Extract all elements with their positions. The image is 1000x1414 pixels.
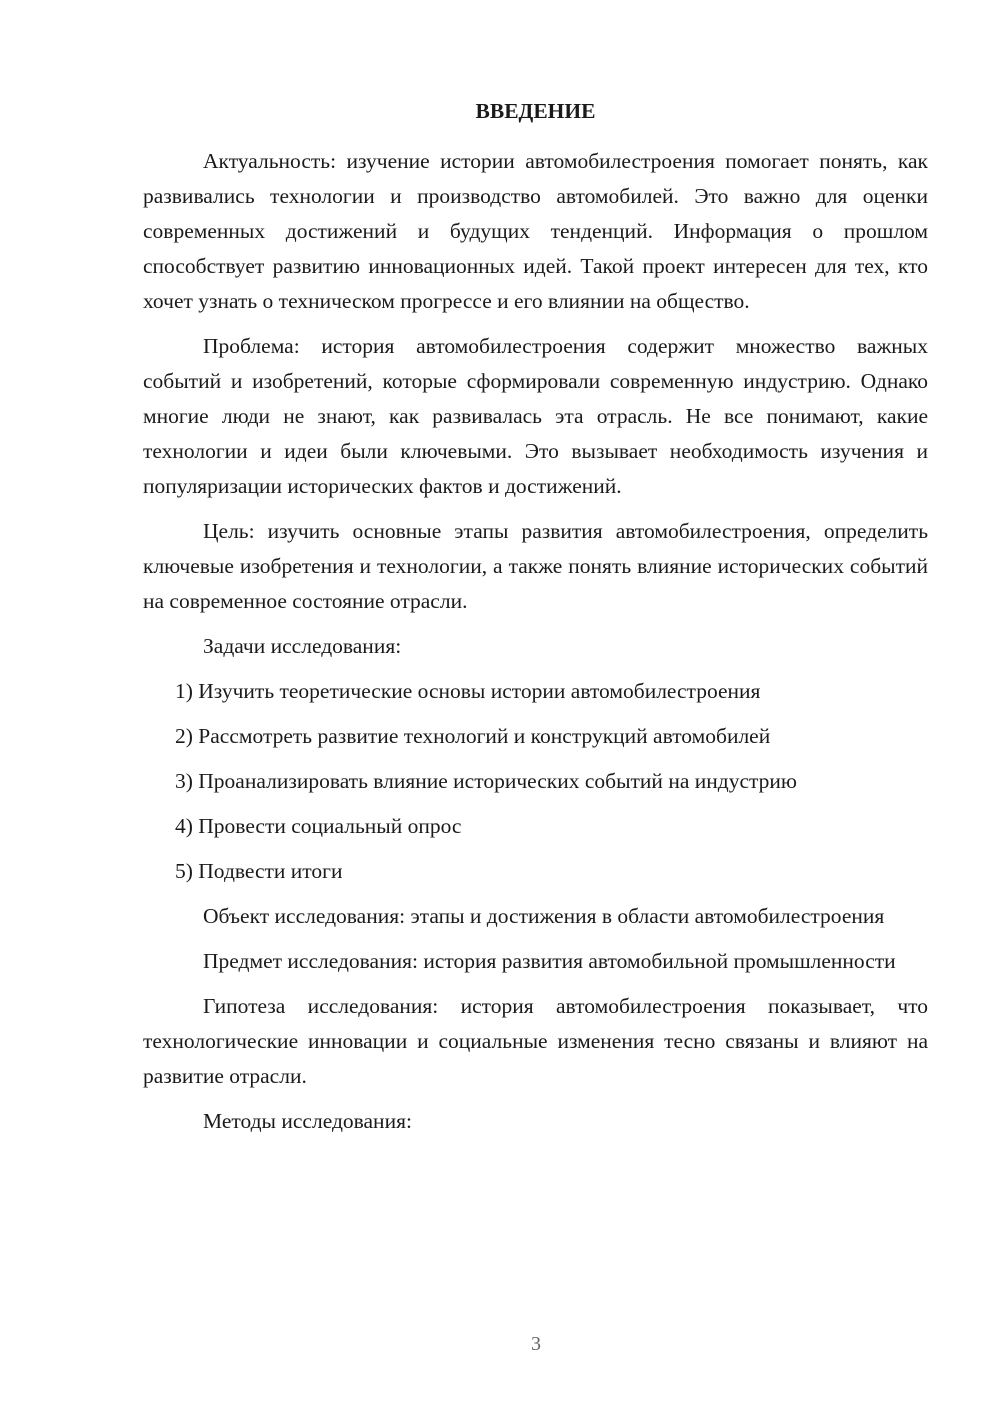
subject-paragraph: Предмет исследования: история развития автомобильной промышленности [203,949,896,973]
task-item-4: 4) Провести социальный опрос [175,814,462,838]
task-item-5: 5) Подвести итоги [175,859,343,883]
task-item-3: 3) Проанализировать влияние исторических событий на индустрию [175,769,797,793]
tasks-list [143,674,928,889]
document-page [143,96,928,1149]
hypothesis-paragraph: Гипотеза исследования: история автомобилестроения показывает, что технологические инновации и социальные изменения тесно связаны и влияют на развитие отрасли. [143,994,928,1088]
goal-paragraph: Цель: изучить основные этапы развития автомобилестроения, определить ключевые изобретения и технологии, а также понять влияние исторических событий на современное состояние отрасли. [143,519,928,613]
section-title: ВВЕДЕНИЕ [475,99,596,123]
problem-paragraph: Проблема: история автомобилестроения содержит множество важных событий и изобретений, которые сформировали современную индустрию. Однако многие люди не знают, как развивалась эта отрасль. Не все понимают, какие технологии и идеи были ключевыми. Это вызывает необходимость изучения и популяризации исторических фактов и достижений. [143,334,928,498]
task-item-1: 1) Изучить теоретические основы истории автомобилестроения [175,679,761,703]
task-item-2: 2) Рассмотреть развитие технологий и конструкций автомобилей [175,724,771,748]
tasks-heading: Задачи исследования: [203,634,402,658]
relevance-paragraph: Актуальность: изучение истории автомобилестроения помогает понять, как развивались технологии и производство автомобилей. Это важно для оценки современных достижений и будущих тенденций. Информация о прошлом способствует развитию инновационных идей. Такой проект интересен для тех, кто хочет узнать о техническом прогрессе и его влиянии на общество. [143,149,928,313]
object-paragraph: Объект исследования: этапы и достижения в области автомобилестроения [203,904,885,928]
methods-heading: Методы исследования: [203,1109,412,1133]
page-number: 3 [531,1333,541,1355]
